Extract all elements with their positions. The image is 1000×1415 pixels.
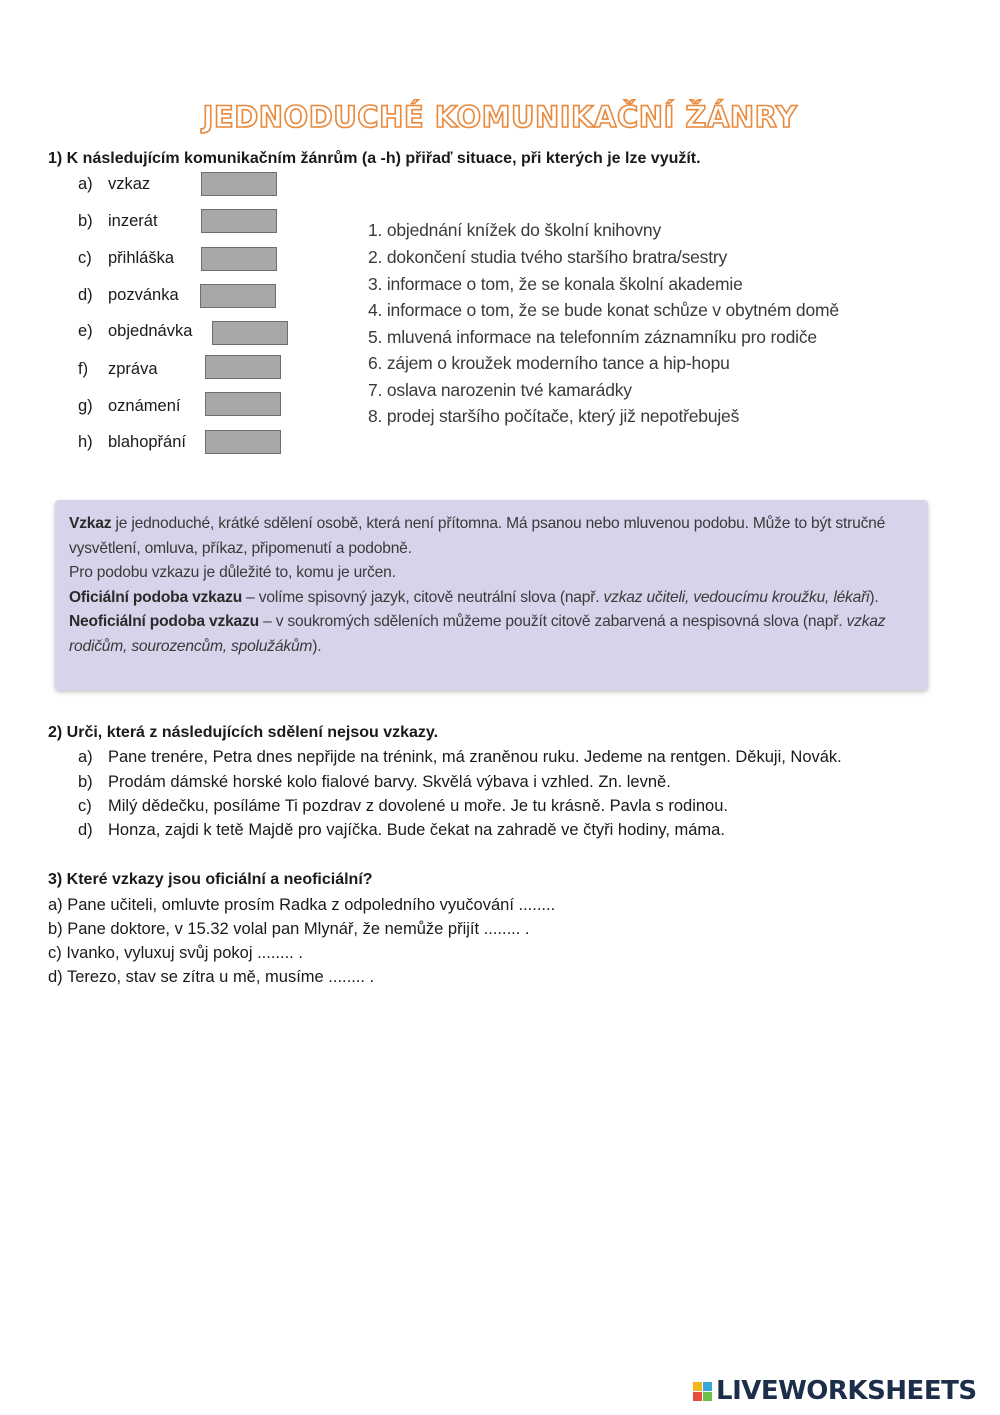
- genre-label: pozvánka: [108, 286, 179, 304]
- task1-question: 1) K následujícím komunikačním žánrům (a -h) přiřaď situace, při kterých je lze využít.: [48, 150, 701, 167]
- unofficial-form: [69, 610, 914, 659]
- vzkaz-audience-note: Pro podobu vzkazu je důležité to, komu je určen.: [69, 564, 396, 581]
- logo-square-icon: [693, 1392, 702, 1401]
- genre-label: objednávka: [108, 322, 193, 340]
- genre-item-f: [78, 360, 158, 379]
- situation-item: 5. mluvená informace na telefonním záznamníku pro rodiče: [368, 327, 817, 347]
- message-text: Prodám dámské horské kolo fialové barvy. Skvělá výbava i vzhled. Zn. levně.: [108, 773, 671, 791]
- situation-item: 3. informace o tom, že se konala školní akademie: [368, 274, 743, 294]
- genre-letter: g): [78, 397, 93, 415]
- genre-letter: d): [78, 286, 93, 304]
- situation-item: 8. prodej staršího počítače, který již nepotřebuješ: [368, 406, 740, 426]
- logo-square-icon: [693, 1382, 702, 1391]
- genre-item-e: [78, 322, 192, 341]
- genre-label: zpráva: [108, 360, 158, 378]
- situation-item: 2. dokončení studia tvého staršího bratra/sestry: [368, 247, 728, 267]
- logo-square-icon: [703, 1382, 712, 1391]
- unofficial-end: ).: [312, 637, 322, 655]
- logo-text: LIVEWORKSHEETS: [716, 1376, 977, 1406]
- situation-item: 4. informace o tom, že se bude konat schůze v obytném domě: [368, 300, 839, 320]
- situation-item: 6. zájem o kroužek moderního tance a hip-hopu: [368, 353, 730, 373]
- situation-item: 1. objednání knížek do školní knihovny: [368, 220, 662, 240]
- worksheet-title: JEDNODUCHÉ KOMUNIKAČNÍ ŽÁNRY: [202, 100, 798, 134]
- genre-label: blahopřání: [108, 433, 186, 451]
- genre-letter: e): [78, 322, 93, 340]
- message-letter: d): [78, 821, 93, 839]
- genre-label: přihláška: [108, 249, 175, 267]
- message-letter: c): [78, 797, 92, 815]
- unofficial-definition: – v soukromých sděleních můžeme použít citově zabarvená a nespisovná slova (např.: [258, 613, 847, 630]
- official-example: vzkaz učiteli, vedoucímu kroužku, lékaři: [603, 588, 870, 606]
- genre-item-c: [78, 249, 174, 268]
- logo-mark-icon: [693, 1382, 712, 1401]
- answer-dropzone-g[interactable]: [205, 392, 281, 416]
- genre-label: inzerát: [108, 212, 158, 230]
- genre-letter: f): [78, 360, 89, 378]
- genre-item-a: [78, 175, 150, 194]
- genre-label: vzkaz: [108, 175, 151, 193]
- genre-letter: a): [78, 175, 93, 193]
- term-vzkaz: Vzkaz: [69, 515, 112, 532]
- genre-item-d: [78, 286, 179, 305]
- message-form-item-a[interactable]: a) Pane učiteli, omluvte prosím Radka z odpoledního vyučování ........: [48, 896, 556, 914]
- genre-item-g: [78, 397, 180, 416]
- task2-question: 2) Urči, která z následujících sdělení nejsou vzkazy.: [48, 724, 439, 741]
- message-text: Honza, zajdi k tetě Majdě pro vajíčka. Bude čekat na zahradě ve čtyři hodiny, máma.: [108, 821, 725, 839]
- logo-square-icon: [703, 1392, 712, 1401]
- genre-letter: c): [78, 249, 92, 267]
- vzkaz-definition: [69, 512, 914, 561]
- genre-letter: h): [78, 433, 93, 451]
- message-text: Milý dědečku, posíláme Ti pozdrav z dovolené u moře. Je tu krásně. Pavla s rodinou.: [108, 797, 728, 815]
- vzkaz-definition-text: je jednoduché, krátké sdělení osobě, která není přítomna. Má psanou nebo mluvenou podobu. Může to být stručné vysvětlení, omluva, příkaz, připomenutí a podobně.: [69, 515, 886, 557]
- message-item-a[interactable]: [78, 748, 842, 767]
- vzkaz-info-box: [55, 500, 928, 690]
- answer-dropzone-f[interactable]: [205, 355, 281, 379]
- term-unofficial: Neoficiální podoba vzkazu: [69, 613, 259, 630]
- message-form-item-d[interactable]: d) Terezo, stav se zítra u mě, musíme ........ .: [48, 968, 375, 986]
- message-form-item-b[interactable]: b) Pane doktore, v 15.32 volal pan Mlynář, že nemůže přijít ........ .: [48, 920, 530, 938]
- genre-item-b: [78, 212, 158, 231]
- official-form: [69, 586, 914, 611]
- message-letter: a): [78, 748, 93, 766]
- official-definition: – volíme spisovný jazyk, citově neutrální slova (např.: [242, 588, 604, 606]
- unofficial-example: vzkaz rodičům, sourozencům, spolužákům: [69, 613, 886, 655]
- message-item-d[interactable]: [78, 821, 725, 840]
- task3-question: 3) Které vzkazy jsou oficiální a neoficiální?: [48, 871, 373, 888]
- situation-item: 7. oslava narozenin tvé kamarádky: [368, 380, 632, 400]
- term-official: Oficiální podoba vzkazu: [69, 588, 243, 606]
- message-letter: b): [78, 773, 93, 791]
- genre-letter: b): [78, 212, 93, 230]
- liveworksheets-logo: [693, 1376, 977, 1406]
- message-form-item-c[interactable]: c) Ivanko, vyluxuj svůj pokoj ........ .: [48, 944, 303, 962]
- message-text: Pane trenére, Petra dnes nepřijde na trénink, má zraněnou ruku. Jedeme na rentgen. Děkuji, Novák.: [108, 748, 842, 766]
- genre-label: oznámení: [108, 397, 181, 415]
- answer-dropzone-e[interactable]: [212, 321, 288, 345]
- answer-dropzone-h[interactable]: [205, 430, 281, 454]
- answer-dropzone-b[interactable]: [201, 209, 277, 233]
- message-item-b[interactable]: [78, 773, 671, 792]
- answer-dropzone-a[interactable]: [201, 172, 277, 196]
- genre-item-h: [78, 433, 186, 452]
- answer-dropzone-c[interactable]: [201, 247, 277, 271]
- message-item-c[interactable]: [78, 797, 728, 816]
- official-end: ).: [869, 588, 879, 606]
- answer-dropzone-d[interactable]: [200, 284, 276, 308]
